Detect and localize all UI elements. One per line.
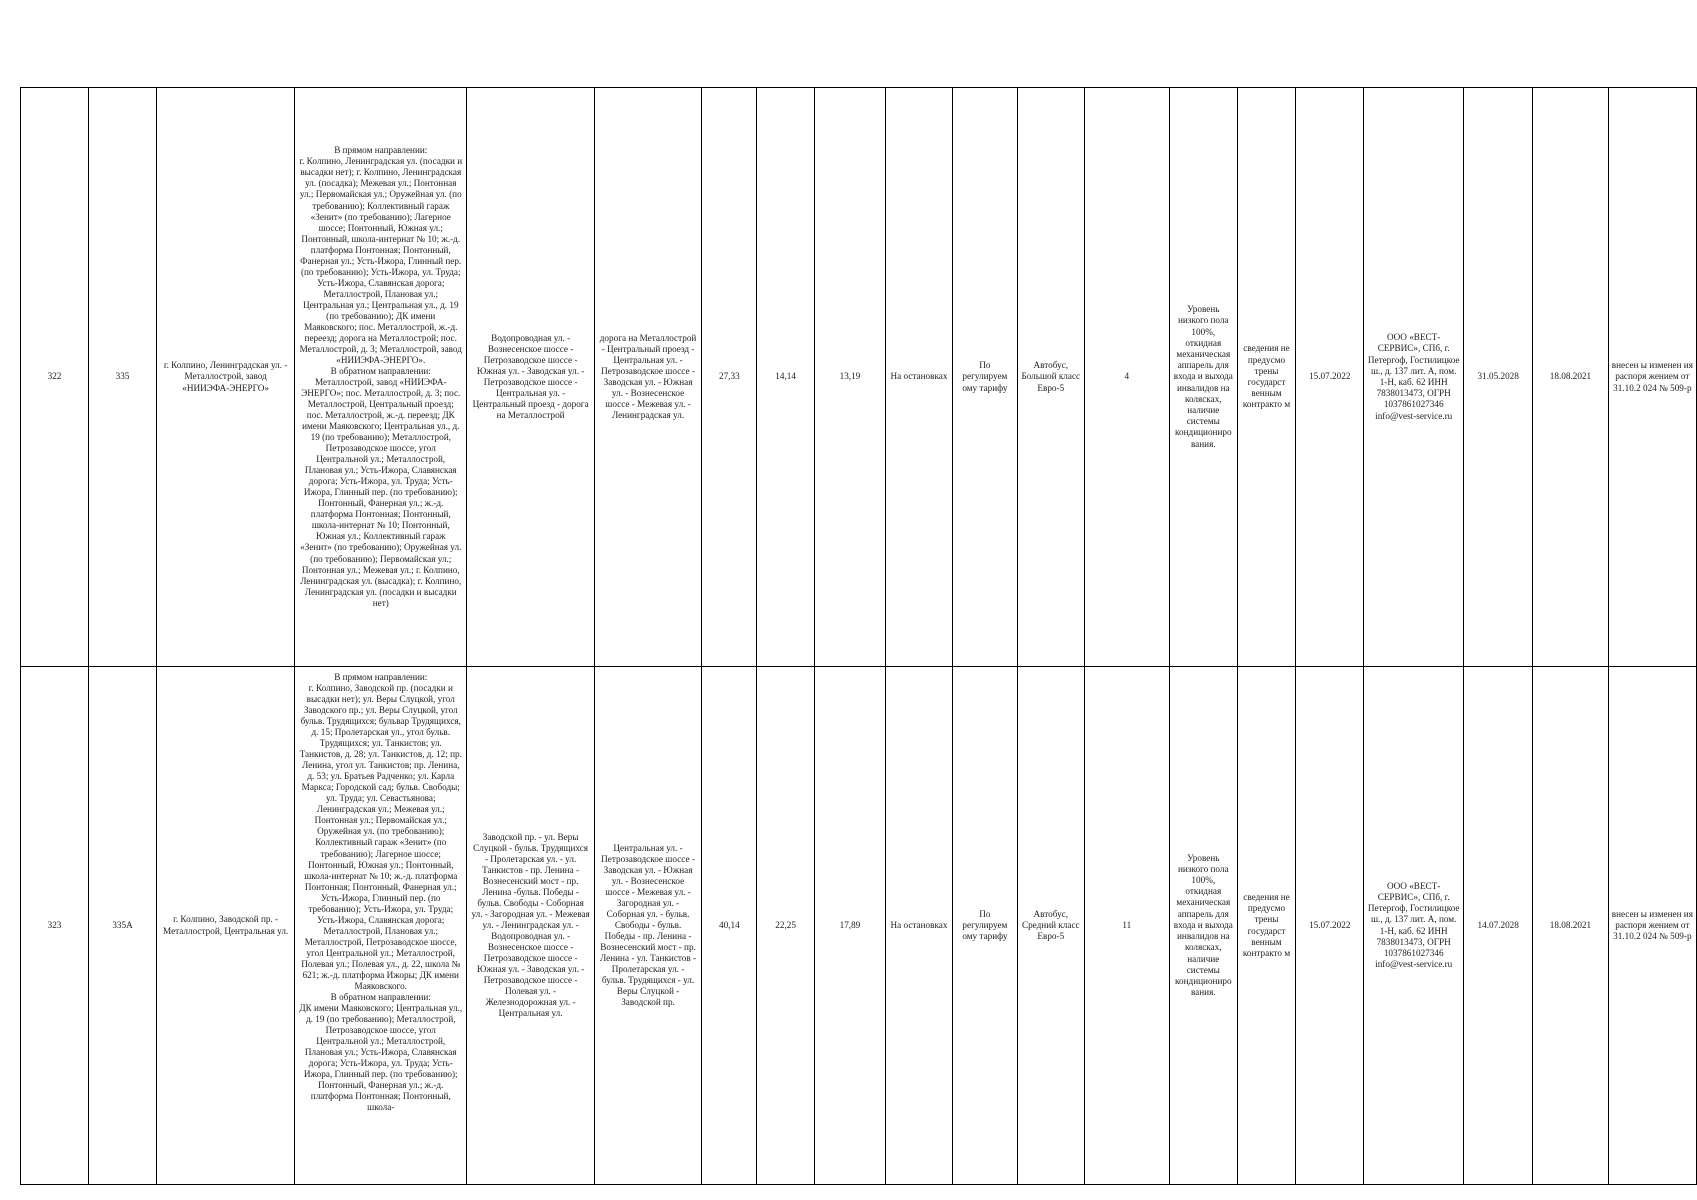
cell-length-forward: 22,25	[757, 667, 814, 1185]
cell-notes: внесен ы изменен ия распоря жением от 31.10.2 024 № 509-р	[1608, 667, 1696, 1185]
cell-contract: сведения не предусмо трены государст венным контракто м	[1237, 88, 1295, 667]
cell-vehicle-count: 4	[1084, 88, 1169, 667]
cell-length-backward: 17,89	[814, 667, 885, 1185]
cell-tariff: По регулируем ому тарифу	[952, 667, 1017, 1185]
table-row	[21, 88, 1697, 667]
cell-carrier: ООО «ВЕСТ-СЕРВИС», СПб, г. Петергоф, Гостилицкое ш., д. 137 лит. А, пом. 1-Н, каб. 62 ИНН 7838013473, ОГРН 1037861027346 info@vest-service.ru	[1364, 667, 1464, 1185]
cell-route-name: г. Колпино, Заводской пр. - Металлострой, Центральная ул.	[157, 667, 295, 1185]
cell-streets-backward: Центральная ул. - Петрозаводское шоссе - Заводская ул. - Южная ул. - Вознесенское шоссе - Межевая ул. - Загородная ул. - Соборная ул. - бульв. Свободы - бульв. Победы - пр. Ленина - Вознесенский мост - пр. Ленина - ул. Танкистов - Пролетарская ул. - бульв. Трудящихся - ул. Веры Слуцкой - Заводской пр.	[594, 667, 701, 1185]
cell-end-date: 14.07.2028	[1464, 667, 1533, 1185]
cell-route-name: г. Колпино, Ленинградская ул. - Металлострой, завод «НИИЭФА-ЭНЕРГО»	[157, 88, 295, 667]
cell-reg-date: 18.08.2021	[1533, 88, 1608, 667]
cell-notes: внесен ы изменен ия распоря жением от 31.10.2 024 № 509-р	[1608, 88, 1696, 667]
table-row	[21, 667, 1697, 1185]
cell-registry-number: 323	[21, 667, 89, 1185]
cell-features: Уровень низкого пола 100%, откидная механическая аппарель для входа и выхода инвалидов на колясках, наличие системы кондициониро вания.	[1169, 667, 1237, 1185]
cell-stop-mode: На остановках	[886, 667, 953, 1185]
cell-registry-number: 322	[21, 88, 89, 667]
cell-length-total: 40,14	[702, 667, 757, 1185]
cell-start-date: 15.07.2022	[1296, 667, 1364, 1185]
cell-route-number: 335	[89, 88, 157, 667]
cell-route-number: 335А	[89, 667, 157, 1185]
cell-tariff: По регулируем ому тарифу	[952, 88, 1017, 667]
cell-length-total: 27,33	[702, 88, 757, 667]
cell-start-date: 15.07.2022	[1296, 88, 1364, 667]
cell-stops-list: В прямом направлении: г. Колпино, Ленинградская ул. (посадки и высадки нет); г. Колпино, Ленинградская ул. (посадка); Межевая ул.; Понтонная ул.; Первомайская ул.; Оружейная ул. (по требованию); Коллективный гараж «Зенит» (по требованию); Лагерное шоссе; Понтонный, Южная ул.; Понтонный, школа-интернат № 10; ж.-д. платформа Понтонная; Понтонный, Фанерная ул.; Усть-Ижора, Глинный пер. (по требованию); Усть-Ижора, ул. Труда; Усть-Ижора, Славянская дорога; Металлострой, Плановая ул.; Центральная ул.; Центральная ул., д. 19 (по требованию); ДК имени Маяковского; пос. Металлострой, ж.-д. переезд; дорога на Металлострой; пос. Металлострой, д. 3; Металлострой, завод «НИИЭФА-ЭНЕРГО». В обратном направлении: Металлострой, завод «НИИЭФА-ЭНЕРГО»; пос. Металлострой, д. 3; пос. Металлострой, Центральный проезд; пос. Металлострой, ж.-д. переезд; ДК имени Маяковского; Центральная ул., д. 19 (по требованию); Металлострой, Петрозаводское шоссе, угол Центральной ул.; Металлострой, Плановая ул.; Усть-Ижора, Славянская дорога; Усть-Ижора, ул. Труда; Усть-Ижора, Глинный пер. (по требованию); Понтонный, Фанерная ул.; ж.-д. платформа Понтонная; Понтонный, школа-интернат № 10; Понтонный, Южная ул.; Коллективный гараж «Зенит» (по требованию); Оружейная ул. (по требованию); Первомайская ул.; Понтонная ул.; Межевая ул.; г. Колпино, Ленинградская ул. (высадка); г. Колпино, Ленинградская ул. (посадки и высадки нет)	[295, 88, 467, 667]
cell-vehicle: Автобус, Средний класс Евро-5	[1017, 667, 1084, 1185]
cell-length-backward: 13,19	[814, 88, 885, 667]
cell-streets-forward: Заводской пр. - ул. Веры Слуцкой - бульв. Трудящихся - Пролетарская ул. - ул. Танкистов - пр. Ленина - Вознесенский мост - пр. Ленина -бульв. Победы - бульв. Свободы - Соборная ул. - Загородная ул. - Межевая ул. - Ленинградская ул. - Водопроводная ул. - Вознесенское шоссе - Петрозаводское шоссе - Южная ул. - Заводская ул. - Петрозаводское шоссе - Полевая ул. - Железнодорожная ул. - Центральная ул.	[467, 667, 595, 1185]
cell-streets-forward: Водопроводная ул. - Вознесенское шоссе - Петрозаводское шоссе - Южная ул. - Заводская ул. - Петрозаводское шоссе - Центральная ул. - Центральный проезд - дорога на Металлострой	[467, 88, 595, 667]
cell-reg-date: 18.08.2021	[1533, 667, 1608, 1185]
cell-length-forward: 14,14	[757, 88, 814, 667]
cell-features: Уровень низкого пола 100%, откидная механическая аппарель для входа и выхода инвалидов на колясках, наличие системы кондициониро вания.	[1169, 88, 1237, 667]
cell-carrier: ООО «ВЕСТ-СЕРВИС», СПб, г. Петергоф, Гостилицкое ш., д. 137 лит. А, пом. 1-Н, каб. 62 ИНН 7838013473, ОГРН 1037861027346 info@vest-service.ru	[1364, 88, 1464, 667]
cell-streets-backward: дорога на Металлострой - Центральный проезд - Центральная ул. - Петрозаводское шоссе - Заводская ул. - Южная ул. - Вознесенское шоссе - Межевая ул. - Ленинградская ул.	[594, 88, 701, 667]
cell-vehicle: Автобус, Большой класс Евро-5	[1017, 88, 1084, 667]
cell-vehicle-count: 11	[1084, 667, 1169, 1185]
cell-end-date: 31.05.2028	[1464, 88, 1533, 667]
routes-register-table	[20, 87, 1697, 1185]
cell-stop-mode: На остановках	[886, 88, 953, 667]
cell-stops-list: В прямом направлении: г. Колпино, Заводской пр. (посадки и высадки нет); ул. Веры Слуцкой, угол Заводского пр.; ул. Веры Слуцкой, угол бульв. Трудящихся; бульвар Трудящихся, д. 15; Пролетарская ул., угол бульв. Трудящихся; ул. Танкистов; ул. Танкистов, д. 28; ул. Танкистов, д. 12; пр. Ленина, угол ул. Танкистов; пр. Ленина, д. 53; ул. Братьев Радченко; ул. Карла Маркса; Городской сад; бульв. Свободы; ул. Труда; ул. Севастьянова; Ленинградская ул.; Межевая ул.; Понтонная ул.; Первомайская ул.; Оружейная ул. (по требованию); Коллективный гараж «Зенит» (по требованию); Лагерное шоссе; Понтонный, Южная ул.; Понтонный, школа-интернат № 10; ж.-д. платформа Понтонная; Понтонный, Фанерная ул.; Усть-Ижора, Глинный пер. (по требованию); Усть-Ижора, ул. Труда; Усть-Ижора, Славянская дорога; Металлострой, Плановая ул.; Металлострой, Петрозаводское шоссе, угол Центральной ул.; Металлострой, Полевая ул.; Полевая ул., д. 22, школа № 621; ж.-д. платформа Ижоры; ДК имени Маяковского. В обратном направлении: ДК имени Маяковского; Центральная ул., д. 19 (по требованию); Металлострой, Петрозаводское шоссе, угол Центральной ул.; Металлострой, Плановая ул.; Усть-Ижора, Славянская дорога; Усть-Ижора, ул. Труда; Усть-Ижора, Глинный пер. (по требованию); Понтонный, Фанерная ул.; ж.-д. платформа Понтонная; Понтонный, школа-	[295, 667, 467, 1185]
cell-contract: сведения не предусмо трены государст венным контракто м	[1237, 667, 1295, 1185]
